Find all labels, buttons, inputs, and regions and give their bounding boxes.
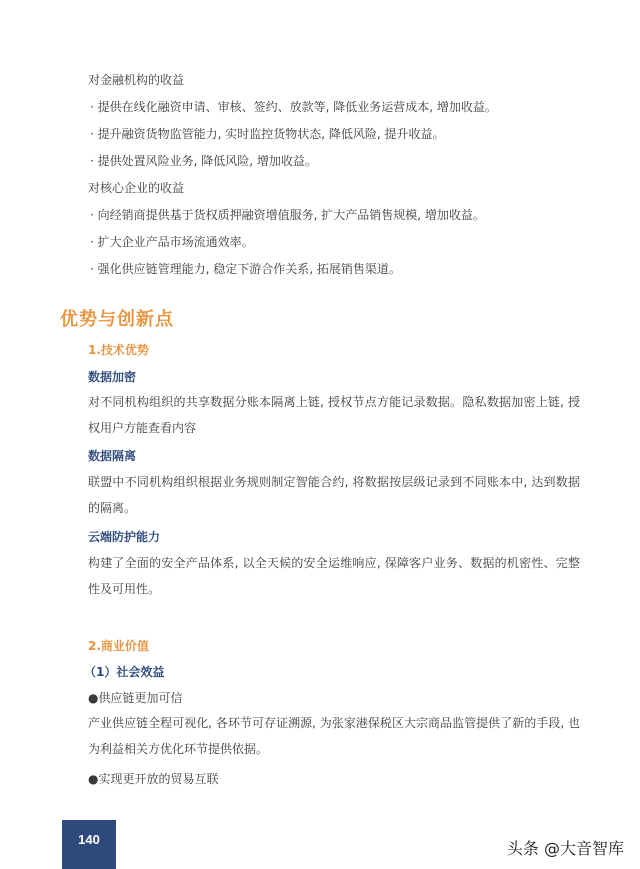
cloud-protection-title: 云端防护能力 (88, 530, 161, 544)
social-point-2: ●实现更开放的贸易互联 (88, 772, 219, 786)
financial-benefit-item-1: · 提供在线化融资申请、审核、签约、放款等, 降低业务运营成本, 增加收益。 (90, 100, 497, 114)
section-title: 优势与创新点 (60, 309, 174, 330)
tech-advantage-heading: 1.技术优势 (88, 343, 149, 357)
social-point-1: ●供应链更加可信 (88, 691, 183, 705)
data-isolation-title: 数据隔离 (88, 449, 137, 463)
social-point-1-text: 产业供应链全程可视化, 各环节可存证溯源, 为张家港保税区大宗商品监管提供了新的手段, 也为利益相关方优化环节提供依据。 (88, 716, 580, 756)
core-benefit-item-2: · 扩大企业产品市场流通效率。 (90, 235, 254, 249)
financial-benefit-item-2: · 提升融资货物监管能力, 实时监控货物状态, 降低风险, 提升收益。 (90, 127, 445, 141)
watermark-logo: 头条 @大音智库 (506, 839, 624, 858)
data-isolation-text: 联盟中不同机构组织根据业务规则制定智能合约, 将数据按层级记录到不同账本中, 达到数据的隔离。 (88, 475, 580, 515)
data-encryption-text: 对不同机构组织的共享数据分账本隔离上链, 授权节点方能记录数据。隐私数据加密上链, 授权用户方能查看内容 (88, 395, 580, 435)
core-benefit-item-1: · 向经销商提供基于货权质押融资增值服务, 扩大产品销售规模, 增加收益。 (90, 208, 485, 222)
core-benefits-heading: 对核心企业的收益 (88, 181, 185, 195)
cloud-protection-text: 构建了全面的安全产品体系, 以全天候的安全运维响应, 保障客户业务、数据的机密性、完整性及可用性。 (88, 556, 580, 596)
financial-benefits-heading: 对金融机构的收益 (88, 73, 185, 87)
page-number-box (62, 820, 116, 869)
core-benefit-item-3: · 强化供应链管理能力, 稳定下游合作关系, 拓展销售渠道。 (90, 262, 401, 276)
social-benefits-title: （1）社会效益 (84, 665, 165, 679)
data-encryption-title: 数据加密 (88, 370, 137, 384)
page-number: 140 (78, 832, 100, 847)
business-value-heading: 2.商业价值 (88, 639, 149, 653)
financial-benefit-item-3: · 提供处置风险业务, 降低风险, 增加收益。 (90, 154, 317, 168)
